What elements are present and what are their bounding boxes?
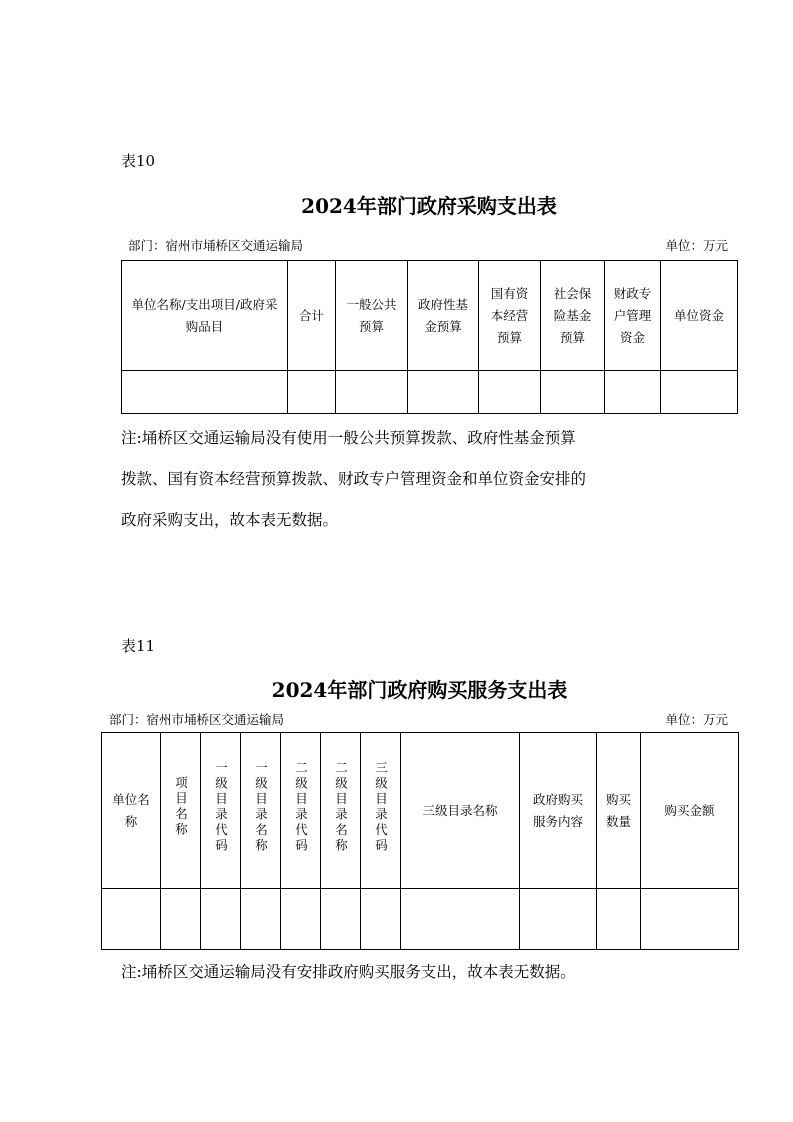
header-cell: 单位资金 xyxy=(661,261,738,371)
service-header-row xyxy=(102,733,739,889)
table-cell xyxy=(241,889,281,950)
table-cell xyxy=(408,371,479,414)
table-cell xyxy=(661,371,738,414)
table-11-label: 表11 xyxy=(121,637,156,655)
note-line: 政府采购支出，故本表无数据。 xyxy=(121,511,339,529)
header-cell: 一级目录名称 xyxy=(241,733,281,889)
procurement-dept: 部门：宿州市埇桥区交通运输局 xyxy=(128,238,304,253)
header-cell: 财政专户管理资金 xyxy=(605,261,661,371)
table-cell xyxy=(288,371,336,414)
table-cell xyxy=(102,889,161,950)
service-empty-row xyxy=(102,889,739,950)
header-cell: 一般公共预算 xyxy=(336,261,408,371)
note-line: 注:埇桥区交通运输局没有使用一般公共预算拨款、政府性基金预算 xyxy=(121,429,576,447)
header-cell: 社会保险基金预算 xyxy=(541,261,605,371)
table-cell xyxy=(520,889,597,950)
table-cell xyxy=(597,889,641,950)
header-cell: 项目名称 xyxy=(161,733,201,889)
header-cell: 国有资本经营预算 xyxy=(479,261,541,371)
service-dept: 部门：宿州市埇桥区交通运输局 xyxy=(109,712,285,727)
table-cell xyxy=(401,889,520,950)
table-cell xyxy=(541,371,605,414)
table-cell xyxy=(479,371,541,414)
service-purchase-table xyxy=(101,732,739,950)
header-cell: 单位名称 xyxy=(102,733,161,889)
table-cell xyxy=(281,889,321,950)
header-cell: 政府性基金预算 xyxy=(408,261,479,371)
table-cell xyxy=(361,889,401,950)
header-cell: 购买数量 xyxy=(597,733,641,889)
header-cell: 三级目录代码 xyxy=(361,733,401,889)
table-cell xyxy=(641,889,739,950)
table-cell xyxy=(336,371,408,414)
header-cell: 三级目录名称 xyxy=(401,733,520,889)
procurement-header-row xyxy=(122,261,738,371)
table-cell xyxy=(122,371,288,414)
service-unit: 单位：万元 xyxy=(665,712,728,727)
procurement-note xyxy=(121,418,586,541)
procurement-table xyxy=(121,260,738,414)
header-cell: 二级目录代码 xyxy=(281,733,321,889)
table-cell xyxy=(605,371,661,414)
header-cell: 合计 xyxy=(288,261,336,371)
procurement-table-title: 2024年部门政府采购支出表 xyxy=(301,194,557,218)
table-cell xyxy=(321,889,361,950)
table-cell xyxy=(161,889,201,950)
note-line: 拨款、国有资本经营预算拨款、财政专户管理资金和单位资金安排的 xyxy=(121,470,587,488)
header-cell: 二级目录名称 xyxy=(321,733,361,889)
procurement-unit: 单位：万元 xyxy=(665,238,728,253)
header-cell: 政府购买服务内容 xyxy=(520,733,597,889)
service-purchase-table-title: 2024年部门政府购买服务支出表 xyxy=(271,678,568,702)
table-cell xyxy=(201,889,241,950)
service-note: 注:埇桥区交通运输局没有安排政府购买服务支出，故本表无数据。 xyxy=(121,963,576,981)
header-cell: 单位名称/支出项目/政府采购品目 xyxy=(122,261,288,371)
header-cell: 购买金额 xyxy=(641,733,739,889)
header-cell: 一级目录代码 xyxy=(201,733,241,889)
procurement-empty-row xyxy=(122,371,738,414)
table-10-label: 表10 xyxy=(121,152,156,170)
